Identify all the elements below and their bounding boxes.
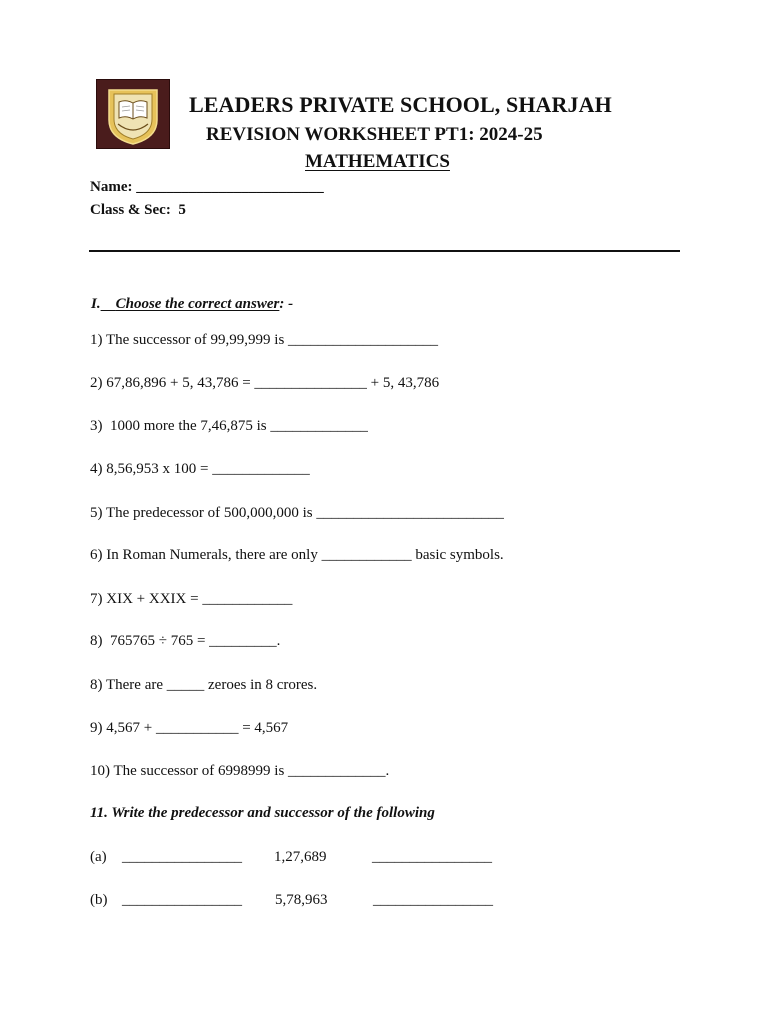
- question-10: 10) The successor of 6998999 is _____________.: [90, 763, 390, 779]
- header-divider: [89, 250, 680, 252]
- section-number: I.: [91, 296, 101, 312]
- school-name: LEADERS PRIVATE SCHOOL, SHARJAH: [189, 92, 612, 117]
- name-field: Name: _________________________: [90, 179, 324, 195]
- question-5: 5) The predecessor of 500,000,000 is _________________________: [90, 505, 504, 521]
- row-a-number: 1,27,689: [274, 849, 327, 865]
- section-heading: [91, 296, 293, 313]
- section-suffix: : -: [279, 296, 294, 312]
- subject-title: MATHEMATICS: [305, 151, 450, 172]
- section-gap: [101, 296, 116, 312]
- question-1: 1) The successor of 99,99,999 is ____________________: [90, 332, 439, 348]
- question-6: 6) In Roman Numerals, there are only ____________ basic symbols.: [90, 547, 504, 563]
- worksheet-title: REVISION WORKSHEET PT1: 2024-25: [206, 124, 543, 145]
- question-8b: 8) There are _____ zeroes in 8 crores.: [90, 677, 318, 693]
- row-a-label: (a): [90, 849, 107, 865]
- row-a-successor-blank: ________________: [372, 849, 492, 865]
- row-b-predecessor-blank: ________________: [122, 892, 242, 908]
- row-b-successor-blank: ________________: [373, 892, 493, 908]
- class-section-field: Class & Sec: 5: [90, 202, 186, 218]
- row-b-label: (b): [90, 892, 108, 908]
- question-2: 2) 67,86,896 + 5, 43,786 = _______________ + 5, 43,786: [90, 375, 440, 391]
- question-7: 7) XIX + XXIX = ____________: [90, 591, 293, 607]
- question-9: 9) 4,567 + ___________ = 4,567: [90, 720, 289, 736]
- question-3: 3) 1000 more the 7,46,875 is _____________: [90, 418, 368, 434]
- question-4: 4) 8,56,953 x 100 = _____________: [90, 461, 310, 477]
- section-2-heading: 11. Write the predecessor and successor of the following: [90, 805, 435, 821]
- row-a-predecessor-blank: ________________: [122, 849, 242, 865]
- question-8a: 8) 765765 ÷ 765 = _________.: [90, 633, 281, 649]
- row-b-number: 5,78,963: [275, 892, 328, 908]
- school-logo: [96, 79, 170, 149]
- section-title: Choose the correct answer: [115, 296, 280, 312]
